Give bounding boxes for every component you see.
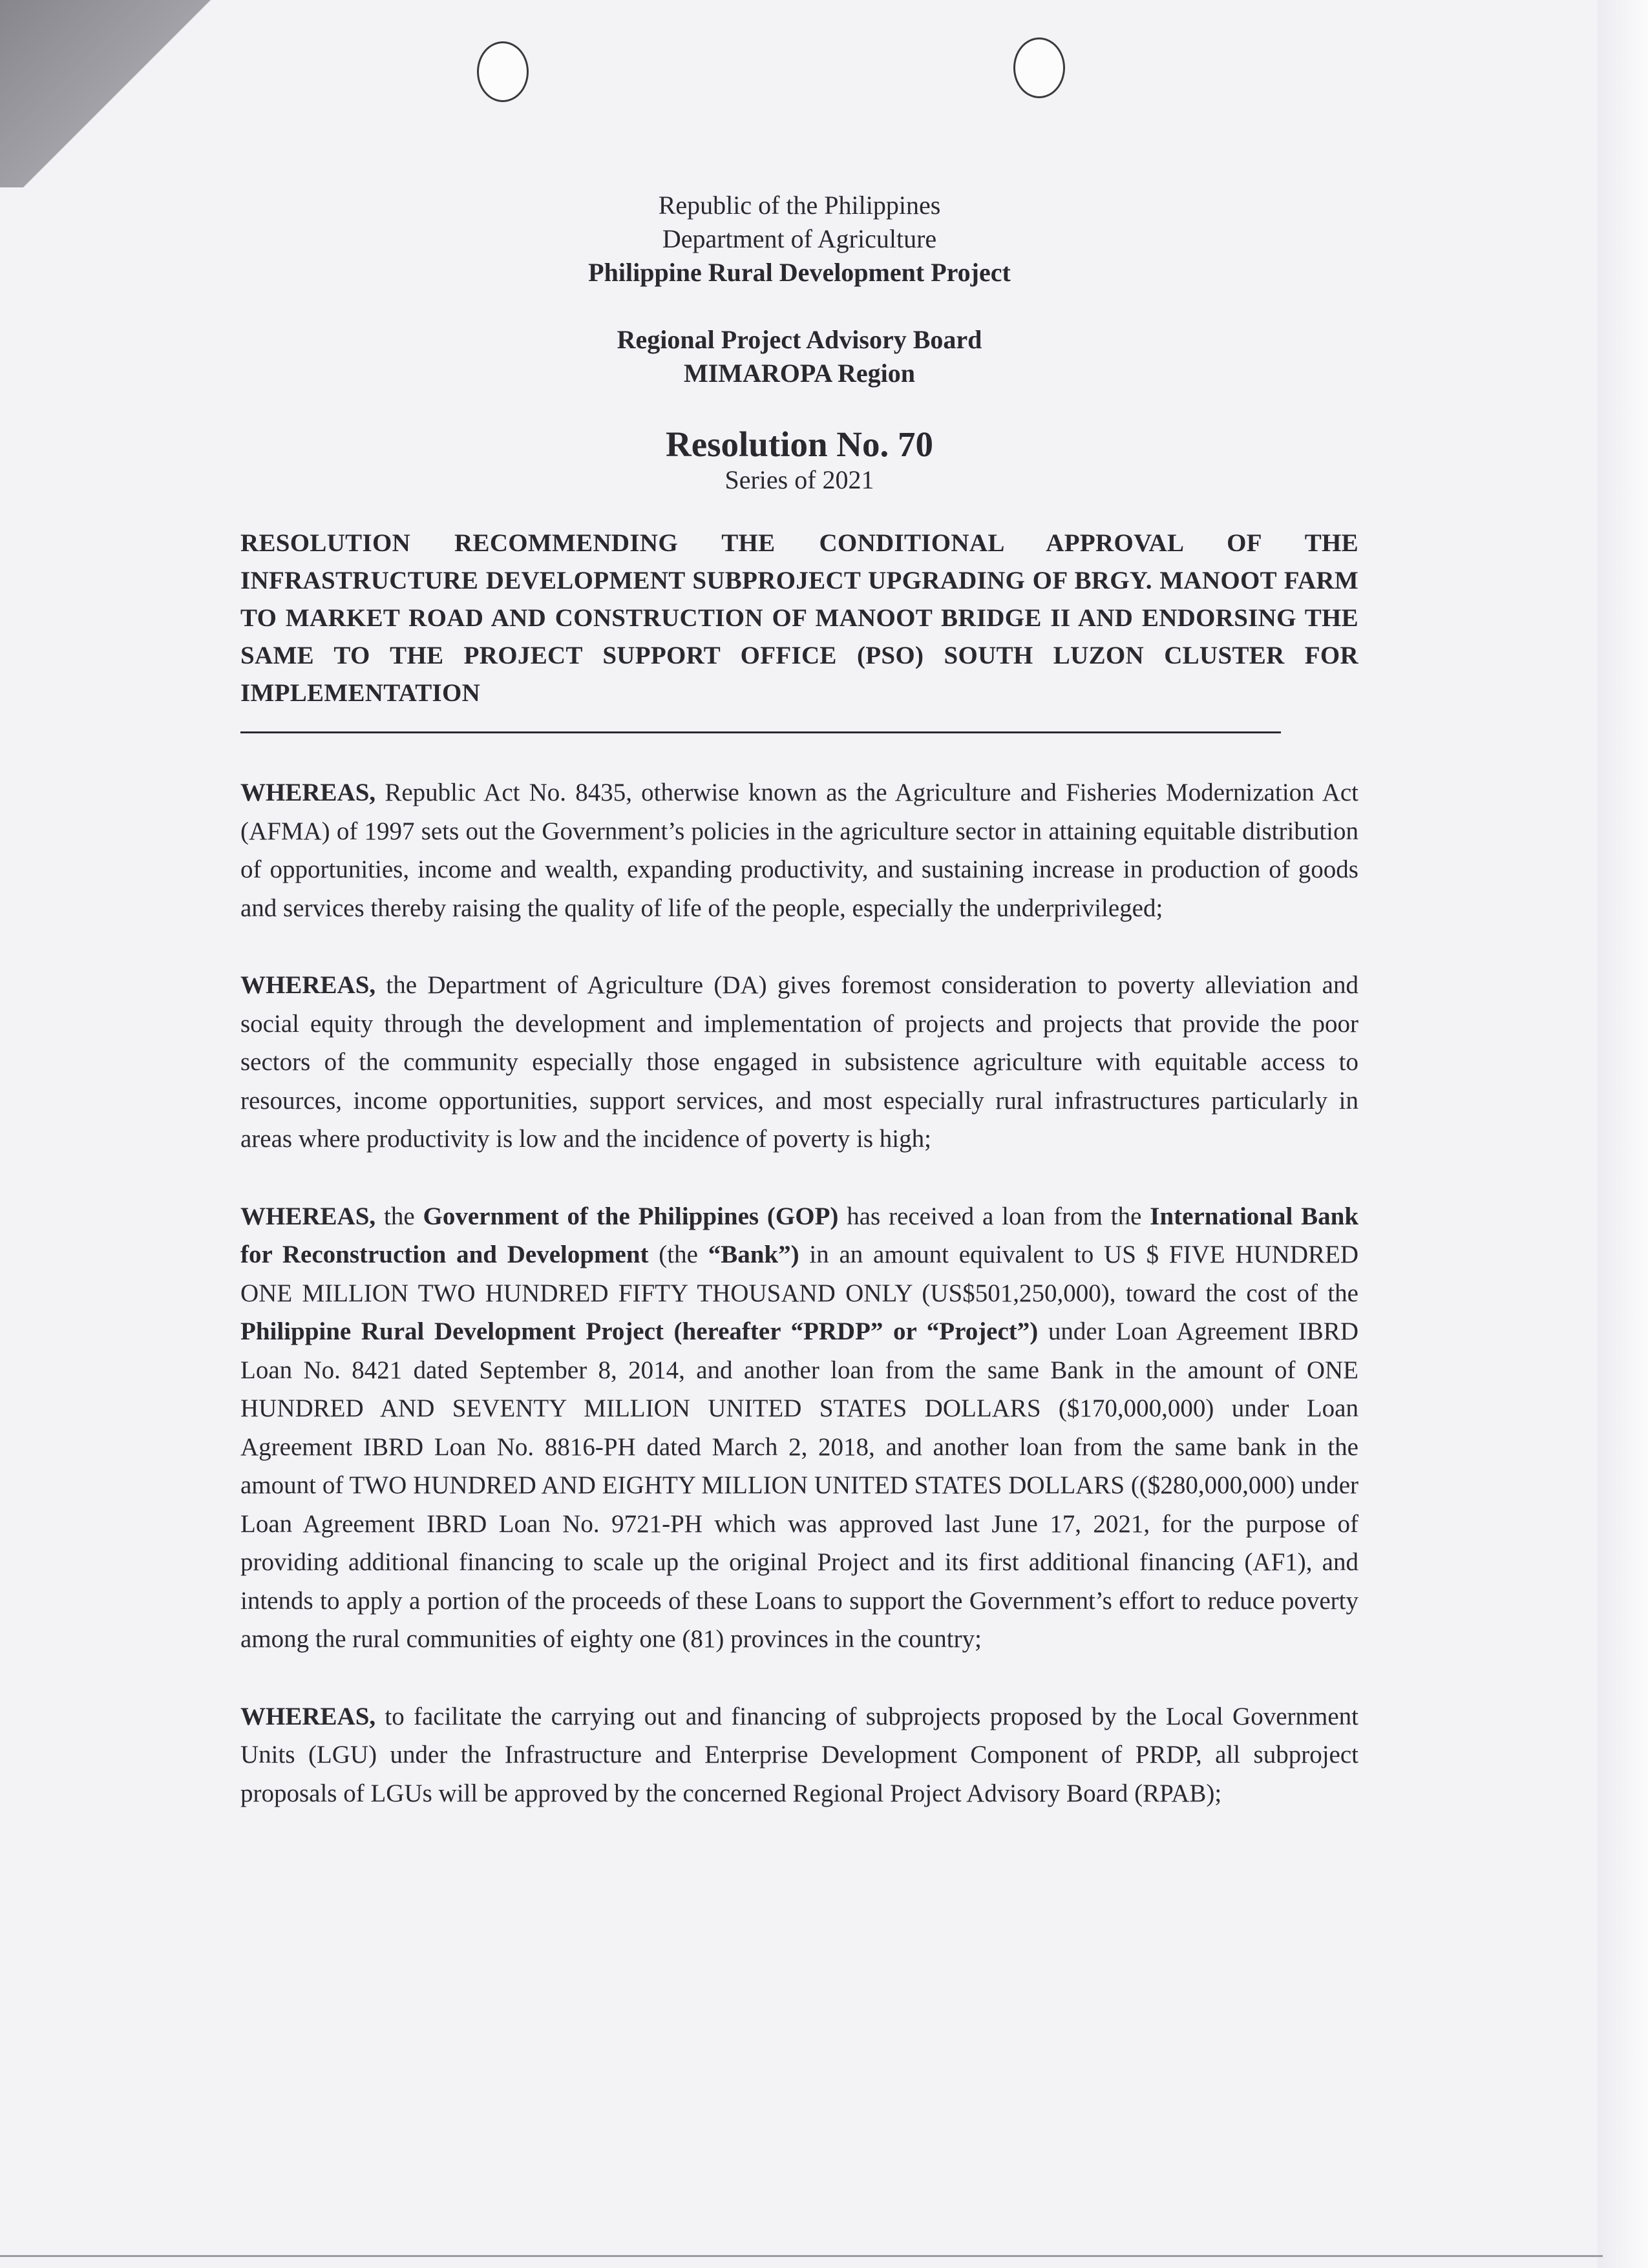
gop-name: Government of the Philippines (GOP)	[423, 1202, 839, 1230]
header-board: Regional Project Advisory Board	[617, 325, 982, 354]
punch-hole	[1013, 37, 1065, 98]
whereas-paragraph-2	[240, 966, 1358, 1159]
whereas-paragraph-4	[240, 1697, 1358, 1813]
header-project: Philippine Rural Development Project	[588, 258, 1011, 287]
bank-term: “Bank”)	[708, 1241, 799, 1268]
whereas-paragraph-3	[240, 1197, 1358, 1659]
whereas-label: WHEREAS,	[240, 1702, 376, 1730]
paragraph-text: to facilitate the carrying out and financing of subprojects proposed by the Local Government Units (LGU) under the Infrastructure and Enterprise Development Component of PRDP, all subproject proposals of LGUs will be approved by the concerned Regional Project Advisory Board (RPAB);	[240, 1702, 1359, 1807]
paragraph-text: the	[384, 1202, 415, 1230]
header-republic: Republic of the Philippines	[658, 191, 941, 220]
resolution-title: Resolution No. 70	[665, 425, 934, 464]
paragraph-text: (the	[659, 1241, 698, 1268]
scan-edge-line	[0, 2255, 1603, 2257]
punch-hole	[477, 41, 529, 102]
paragraph-text: the Department of Agriculture (DA) gives foremost consideration to poverty alleviation and social equity through the development and implementation of projects and projects that provide the poor sectors of the community especially those engaged in subsistence agriculture with equitable access to resources, income opportunities, support services, and most especially rural infrastructures particularly in areas where productivity is low and the incidence of poverty is high;	[240, 971, 1358, 1153]
letterhead	[240, 189, 1358, 390]
whereas-label: WHEREAS,	[240, 779, 376, 806]
whereas-label: WHEREAS,	[240, 1202, 376, 1230]
header-department: Department of Agriculture	[662, 224, 937, 253]
whereas-paragraph-1	[240, 773, 1358, 927]
prdp-name: Philippine Rural Development Project (hereafter “PRDP” or “Project”)	[240, 1318, 1039, 1345]
header-region: MIMAROPA Region	[683, 359, 916, 388]
paragraph-text: in an amount equivalent to US $ FIVE HUNDRED ONE MILLION TWO HUNDRED FIFTY THOUSAND ONLY (US$501,250,000), toward the cost of the	[240, 1241, 1359, 1307]
paragraph-text: under Loan Agreement IBRD Loan No. 8421 dated September 8, 2014, and another loan from the same Bank in the amount of ONE HUNDRED AND SEVENTY MILLION UNITED STATES DOLLARS ($170,000,000) under Loan Agreement IBRD Loan No. 8816-PH dated March 2, 2018, and another loan from the same bank in the amount of TWO HUNDRED AND EIGHTY MILLION UNITED STATES DOLLARS (($280,000,000) under Loan Agreement IBRD Loan No. 9721-PH which was approved last June 17, 2021, for the purpose of providing additional financing to scale up the original Project and its first additional financing (AF1), and intends to apply a portion of the proceeds of these Loans to support the Government’s effort to reduce poverty among the rural communities of eighty one (81) provinces in the country;	[240, 1318, 1358, 1653]
paragraph-text: has received a loan from the	[847, 1202, 1142, 1230]
page-edge-shade	[1598, 0, 1648, 2268]
whereas-label: WHEREAS,	[240, 971, 376, 999]
ibrd-name: International Bank for Reconstruction and Development	[240, 1202, 1359, 1268]
folded-corner	[0, 0, 233, 187]
divider-rule	[240, 731, 1281, 733]
document-body	[240, 189, 1358, 1812]
paragraph-text: Republic Act No. 8435, otherwise known as the Agriculture and Fisheries Modernization Act (AFMA) of 1997 sets out the Government’s policies in the agriculture sector in attaining equitable distribution of opportunities, income and wealth, expanding productivity, and sustaining increase in production of goods and services thereby raising the quality of life of the people, especially the underprivileged;	[240, 779, 1358, 922]
resolution-series: Series of 2021	[724, 465, 874, 494]
resolution-subject: RESOLUTION RECOMMENDING THE CONDITIONAL APPROVAL OF THE INFRASTRUCTURE DEVELOPMENT SUBPROJECT UPGRADING OF BRGY. MANOOT FARM TO MARKET ROAD AND CONSTRUCTION OF MANOOT BRIDGE II AND ENDORSING THE SAME TO THE PROJECT SUPPORT OFFICE (PSO) SOUTH LUZON CLUSTER FOR IMPLEMENTATION	[240, 529, 1358, 707]
